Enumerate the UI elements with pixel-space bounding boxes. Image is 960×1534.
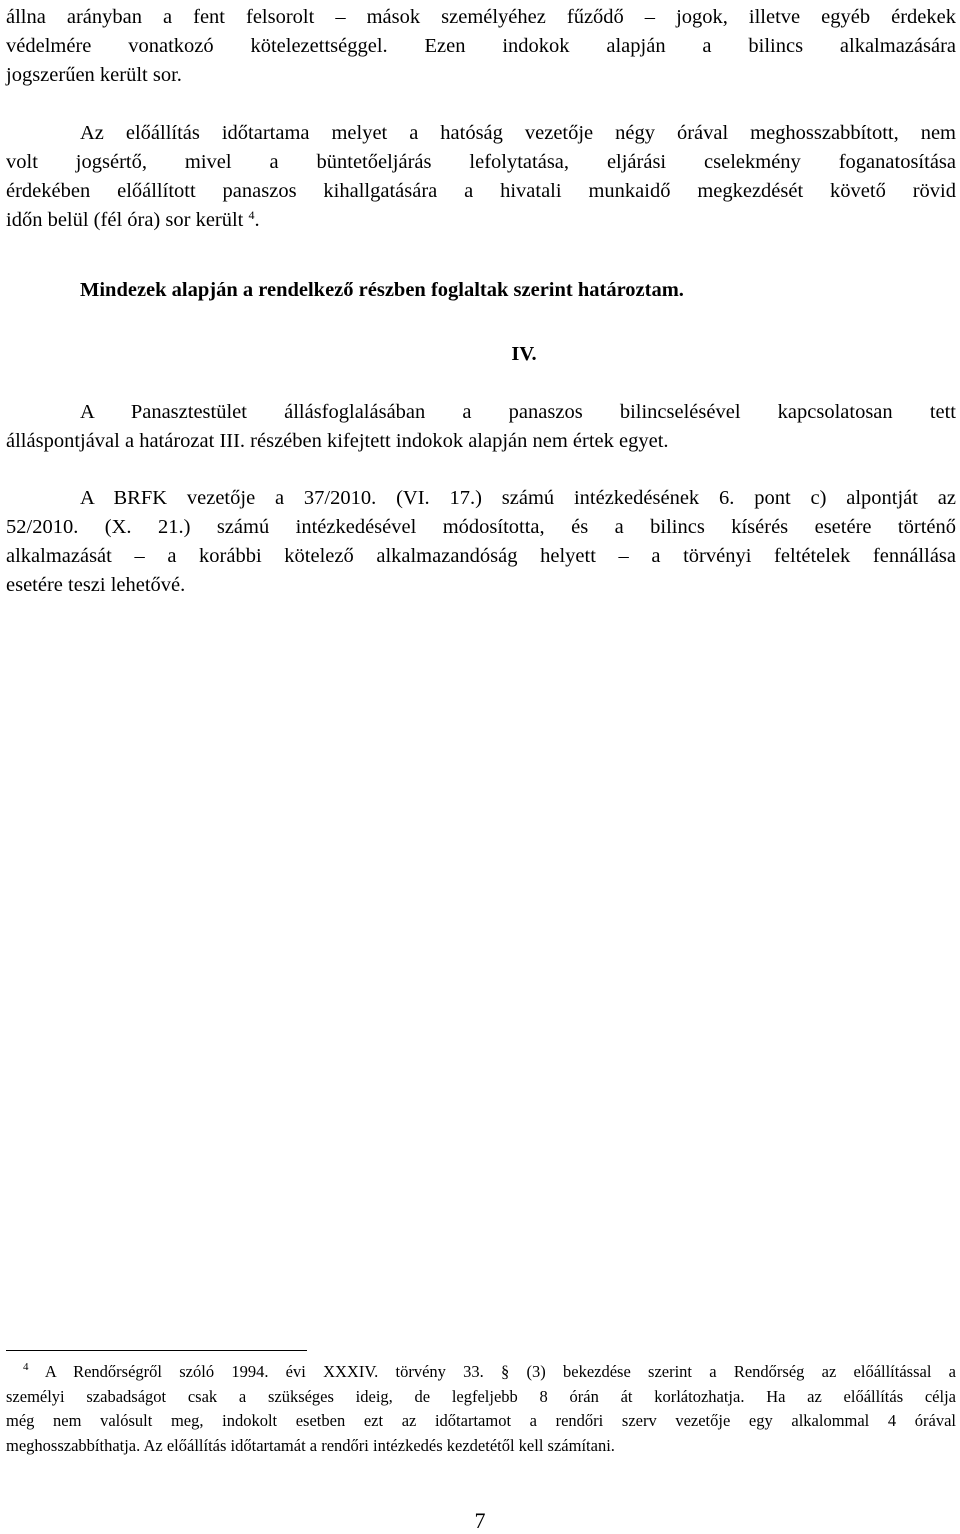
footnote-reference[interactable]: 4 [248,208,255,222]
paragraph-eloallitas-duration [6,119,956,235]
sentence-end: . [254,209,260,231]
page-number: 7 [474,1508,486,1533]
conclusion-statement: Mindezek alapján a rendelkező részben foglaltak szerint határoztam. [80,279,684,301]
text-line: álláspontjával a határozat III. részében kifejtett indokok alapján nem értek egyet. [6,430,669,452]
text-line: jogszerűen került sor. [6,64,182,86]
text-line: 52/2010. (X. 21.) számú intézkedésével módosította, és a bilincs kísérés esetére történő [6,516,956,538]
text-line: Az előállítás időtartama melyet a hatóság vezetője négy órával meghosszabbított, nem [80,122,956,144]
footnote-line-text: A Rendőrségről szóló 1994. évi XXXIV. törvény 33. § (3) bekezdése szerint a Rendőrség az előállítással a [44,1362,956,1381]
footnote-marker: 4 [23,1361,29,1373]
text-line: A BRFK vezetője a 37/2010. (VI. 17.) számú intézkedésének 6. pont c) alpontját az [80,487,956,509]
text-line: védelmére vonatkozó kötelezettséggel. Ezen indokok alapján a bilincs alkalmazására [6,35,956,57]
text-line: volt jogsértő, mivel a büntetőeljárás lefolytatása, eljárási cselekmény foganatosítása [6,151,956,173]
footnote-line: személyi szabadságot csak a szükséges ideig, de legfeljebb 8 órán át korlátozhatja. Ha az előállítás célja [6,1386,956,1406]
footnote [6,1360,956,1458]
paragraph-panasztestulet [6,398,956,456]
footnote-line [6,1360,956,1385]
footnote-line: meghosszabbíthatja. Az előállítás időtartamát a rendőri intézkedés kezdetétől kell számítani. [6,1435,615,1455]
paragraph-bilincs-conclusion [6,3,956,90]
text-line [6,206,956,235]
text-line: alkalmazását – a korábbi kötelező alkalmazandóság helyett – a törvényi feltételek fennállása [6,545,956,567]
paragraph-brfk-intezkedes [6,484,956,600]
text-line: érdekében előállított panaszos kihallgatására a hivatali munkaidő megkezdését követő rövid [6,180,956,202]
text-line: állna arányban a fent felsorolt – mások személyéhez fűződő – jogok, illetve egyéb érdekek [6,6,956,28]
text-line: esetére teszi lehetővé. [6,574,186,596]
text-line: A Panasztestület állásfoglalásában a panaszos bilincselésével kapcsolatosan tett [80,401,956,423]
text-line-content: időn belül (fél óra) sor került [6,209,244,231]
section-number: IV. [511,343,537,365]
footnote-separator [6,1350,307,1351]
footnote-line: még nem valósult meg, indokolt esetben ezt az időtartamot a rendőri szerv vezetője egy alkalommal 4 órával [6,1411,956,1430]
